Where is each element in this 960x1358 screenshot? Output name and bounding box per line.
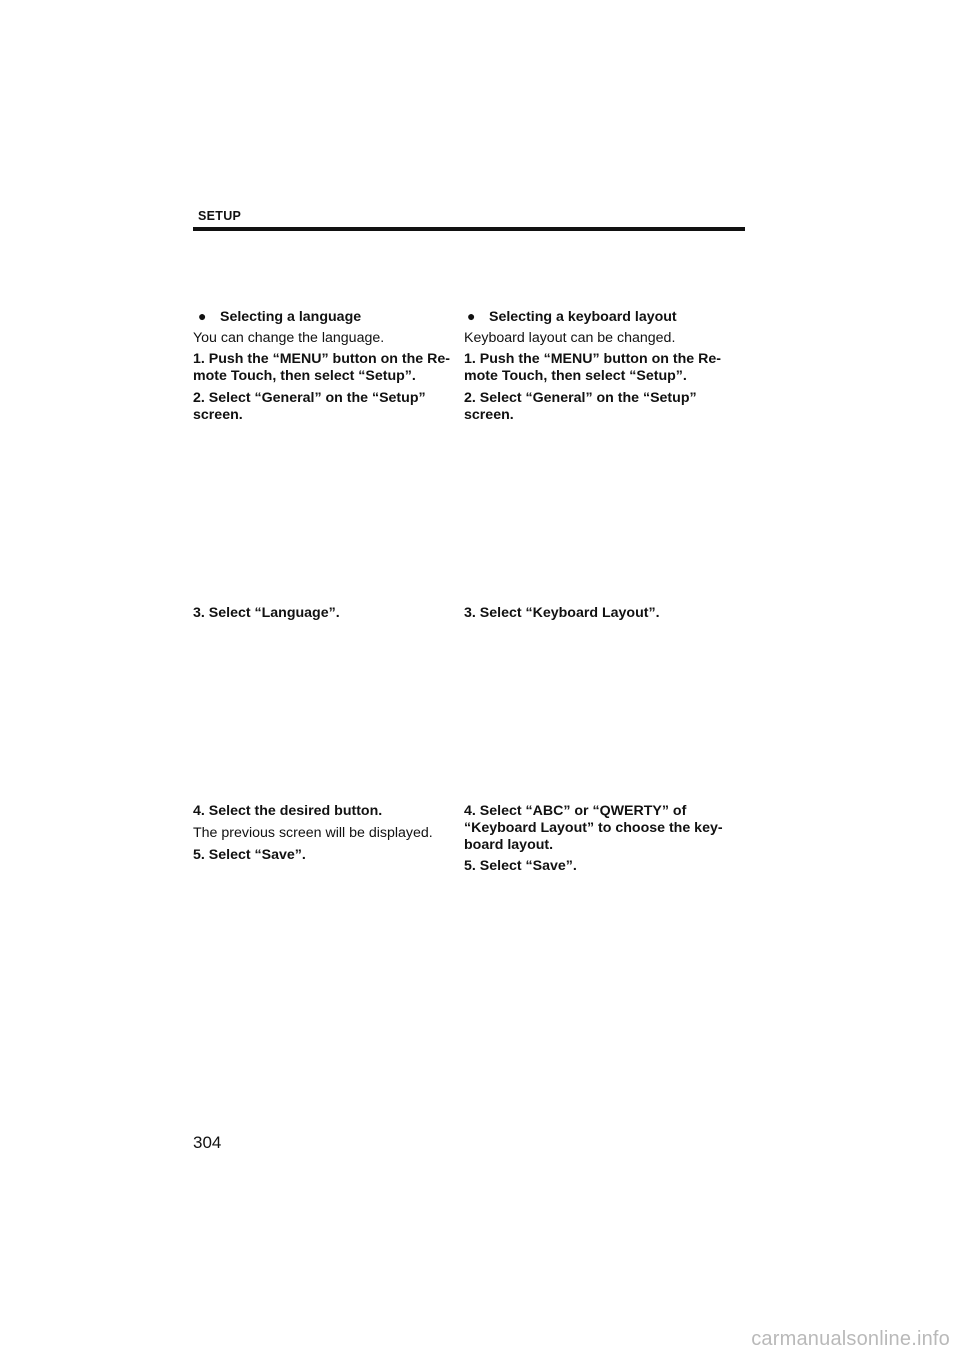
right-step2-line2: screen. xyxy=(464,407,514,423)
page-number: 304 xyxy=(193,1133,222,1152)
right-step4-line2: “Keyboard Layout” to choose the key- xyxy=(464,820,723,836)
right-step4-line3: board layout. xyxy=(464,837,554,853)
left-note: The previous screen will be displayed. xyxy=(193,825,433,841)
right-step4-line1: 4. Select “ABC” or “QWERTY” of xyxy=(464,803,687,819)
right-step3: 3. Select “Keyboard Layout”. xyxy=(464,605,660,621)
left-step2-line1: 2. Select “General” on the “Setup” xyxy=(193,390,426,406)
section-header-label: SETUP xyxy=(198,209,242,223)
right-step2-line1: 2. Select “General” on the “Setup” xyxy=(464,390,697,406)
right-step1-line2: mote Touch, then select “Setup”. xyxy=(464,368,687,384)
left-heading: ● Selecting a language xyxy=(198,308,362,325)
right-step1-line1: 1. Push the “MENU” button on the Re- xyxy=(464,351,721,367)
left-step2-line2: screen. xyxy=(193,407,243,423)
left-step4: 4. Select the desired button. xyxy=(193,803,383,819)
left-step1-line1: 1. Push the “MENU” button on the Re- xyxy=(193,351,450,367)
watermark: carmanualsonline.info xyxy=(751,1328,950,1350)
right-heading: ● Selecting a keyboard layout xyxy=(467,308,677,325)
left-step1-line2: mote Touch, then select “Setup”. xyxy=(193,368,416,384)
right-step5: 5. Select “Save”. xyxy=(464,858,577,874)
left-intro: You can change the language. xyxy=(193,330,385,346)
header-rule xyxy=(193,227,745,231)
right-intro: Keyboard layout can be changed. xyxy=(464,330,676,346)
left-step3: 3. Select “Language”. xyxy=(193,605,340,621)
left-step5: 5. Select “Save”. xyxy=(193,847,306,863)
bullet-icon: ● xyxy=(467,308,476,324)
bullet-icon: ● xyxy=(198,308,207,324)
